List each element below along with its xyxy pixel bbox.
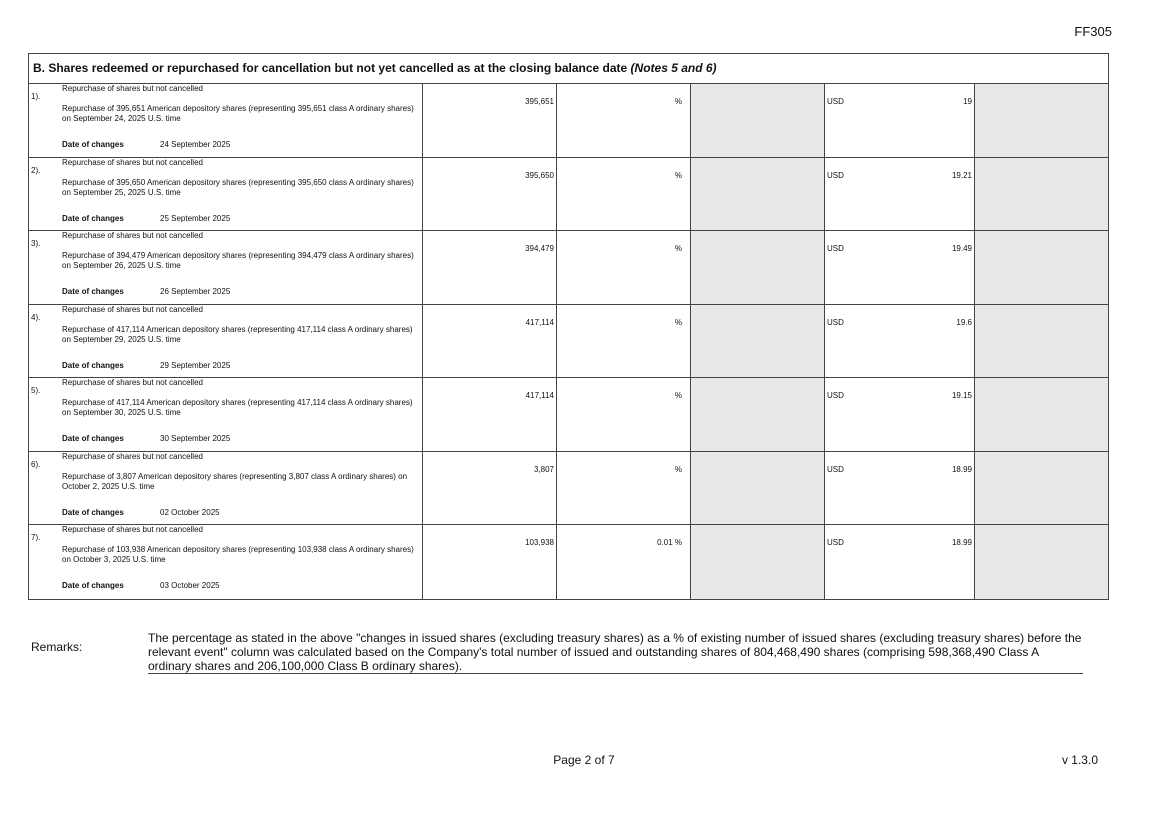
table-row [29,525,1108,599]
row-description: Repurchase of 103,938 American depository shares (representing 103,938 class A ordinary shares) on October 3, 2025 U.S. time [62,545,414,564]
row-header: Repurchase of shares but not cancelled [62,157,203,167]
row-header: Repurchase of shares but not cancelled [62,525,203,534]
percent-value: % [674,244,682,253]
price-value: 18.99 [951,464,972,474]
table-body [29,84,1108,599]
price-value: 19.49 [951,244,972,253]
date-value: 25 September 2025 [160,213,231,223]
percent-value: 0.01 % [657,538,682,547]
currency-label: USD [827,244,844,253]
section-title-note: (Notes 5 and 6) [630,61,717,75]
row-description: Repurchase of 394,479 American depository shares (representing 394,479 class A ordinary shares) on September 26, 2025 U.S. time [62,251,414,270]
row-description: Repurchase of 395,650 American depository shares (representing 395,650 class A ordinary shares) on September 25, 2025 U.S. time [62,177,414,197]
currency-label: USD [827,97,844,106]
table-row [29,84,1108,158]
price-cell [825,525,975,599]
repurchase-table [28,53,1109,600]
table-row [29,231,1108,305]
percent-cell [557,84,691,157]
row-header: Repurchase of shares but not cancelled [62,231,203,240]
date-label: Date of changes [62,360,124,370]
table-row [29,378,1108,452]
price-cell [825,305,975,378]
price-value: 19.15 [951,391,972,400]
row-description: Repurchase of 417,114 American depository shares (representing 417,114 class A ordinary shares) on September 30, 2025 U.S. time [62,398,413,417]
date-value: 29 September 2025 [160,360,231,370]
shaded-cell [975,231,1108,304]
percent-cell [557,525,691,599]
percent-value: % [674,464,682,474]
currency-label: USD [827,464,844,474]
shares-value: 417,114 [525,391,554,400]
date-label: Date of changes [62,434,124,443]
shaded-cell [691,84,825,157]
date-label: Date of changes [62,213,124,223]
currency-label: USD [827,170,844,180]
table-row [29,158,1108,232]
shares-cell [423,525,557,599]
date-label: Date of changes [62,581,124,590]
date-label: Date of changes [62,140,124,149]
row-header: Repurchase of shares but not cancelled [62,304,203,314]
row-header: Repurchase of shares but not cancelled [62,451,203,461]
percent-value: % [674,97,682,106]
shaded-cell [691,378,825,451]
description-cell [29,84,423,157]
shares-cell [423,231,557,304]
percent-cell [557,452,691,525]
currency-label: USD [827,317,844,327]
shaded-cell [691,452,825,525]
shares-cell [423,84,557,157]
shaded-cell [975,305,1108,378]
version-label: v 1.3.0 [1061,753,1098,767]
row-index: 5). [31,386,41,395]
row-index: 4). [31,312,41,322]
table-row [29,305,1108,379]
row-description: Repurchase of 395,651 American depository shares (representing 395,651 class A ordinary shares) on September 24, 2025 U.S. time [62,104,414,123]
price-value: 19 [963,97,972,106]
currency-label: USD [827,538,844,547]
row-index: 6). [31,459,41,469]
shares-value: 395,651 [525,97,554,106]
price-cell [825,158,975,231]
date-value: 02 October 2025 [160,507,220,517]
section-title-text: B. Shares redeemed or repurchased for cancellation but not yet cancelled as at the closing balance date [33,61,628,75]
shares-cell [423,305,557,378]
description-cell [29,231,423,304]
date-value: 26 September 2025 [160,287,231,296]
row-index: 2). [31,165,41,175]
date-value: 03 October 2025 [160,581,220,590]
date-label: Date of changes [62,507,124,517]
page-number: Page 2 of 7 [553,753,615,767]
shares-cell [423,158,557,231]
row-description: Repurchase of 417,114 American depository shares (representing 417,114 class A ordinary shares) on September 29, 2025 U.S. time [62,324,413,344]
shares-value: 417,114 [525,317,554,327]
price-value: 18.99 [951,538,972,547]
shaded-cell [975,378,1108,451]
percent-cell [557,231,691,304]
row-index: 1). [31,92,41,101]
price-cell [825,231,975,304]
percent-value: % [674,317,682,327]
description-cell [29,525,423,599]
shaded-cell [691,158,825,231]
percent-cell [557,158,691,231]
shaded-cell [691,305,825,378]
shares-cell [423,452,557,525]
price-cell [825,378,975,451]
percent-cell [557,305,691,378]
currency-label: USD [827,391,844,400]
shares-cell [423,378,557,451]
row-header: Repurchase of shares but not cancelled [62,378,203,387]
price-value: 19.21 [951,170,972,180]
shaded-cell [691,231,825,304]
shares-value: 394,479 [525,244,554,253]
shares-value: 3,807 [533,464,554,474]
date-value: 30 September 2025 [160,434,231,443]
shares-value: 395,650 [525,170,554,180]
row-header: Repurchase of shares but not cancelled [62,84,203,93]
date-label: Date of changes [62,287,124,296]
table-row [29,452,1108,526]
price-cell [825,84,975,157]
description-cell [29,452,423,525]
price-cell [825,452,975,525]
description-cell [29,305,423,378]
row-index: 3). [31,239,41,248]
shares-value: 103,938 [525,538,554,547]
shaded-cell [975,452,1108,525]
row-index: 7). [31,533,41,542]
remarks-text: The percentage as stated in the above "changes in issued shares (excluding treasury shares) as a % of existing number of issued shares (excluding treasury shares) before the relevant event" column was calculated based on the Company's total number of issued and outstanding shares of 804,468,490 shares (comprising 598,368,490 Class A ordinary shares and 206,100,000 Class B ordinary shares). [148,631,1082,673]
remarks-label: Remarks: [31,640,83,654]
percent-value: % [674,391,682,400]
shaded-cell [691,525,825,599]
date-value: 24 September 2025 [160,140,231,149]
percent-value: % [674,170,682,180]
row-description: Repurchase of 3,807 American depository shares (representing 3,807 class A ordinary shares) on October 2, 2025 U.S. time [62,471,408,491]
description-cell [29,158,423,231]
shaded-cell [975,158,1108,231]
shaded-cell [975,525,1108,599]
form-code: FF305 [1074,24,1112,39]
description-cell [29,378,423,451]
shaded-cell [975,84,1108,157]
section-title [29,54,1108,84]
percent-cell [557,378,691,451]
price-value: 19.6 [956,317,972,327]
